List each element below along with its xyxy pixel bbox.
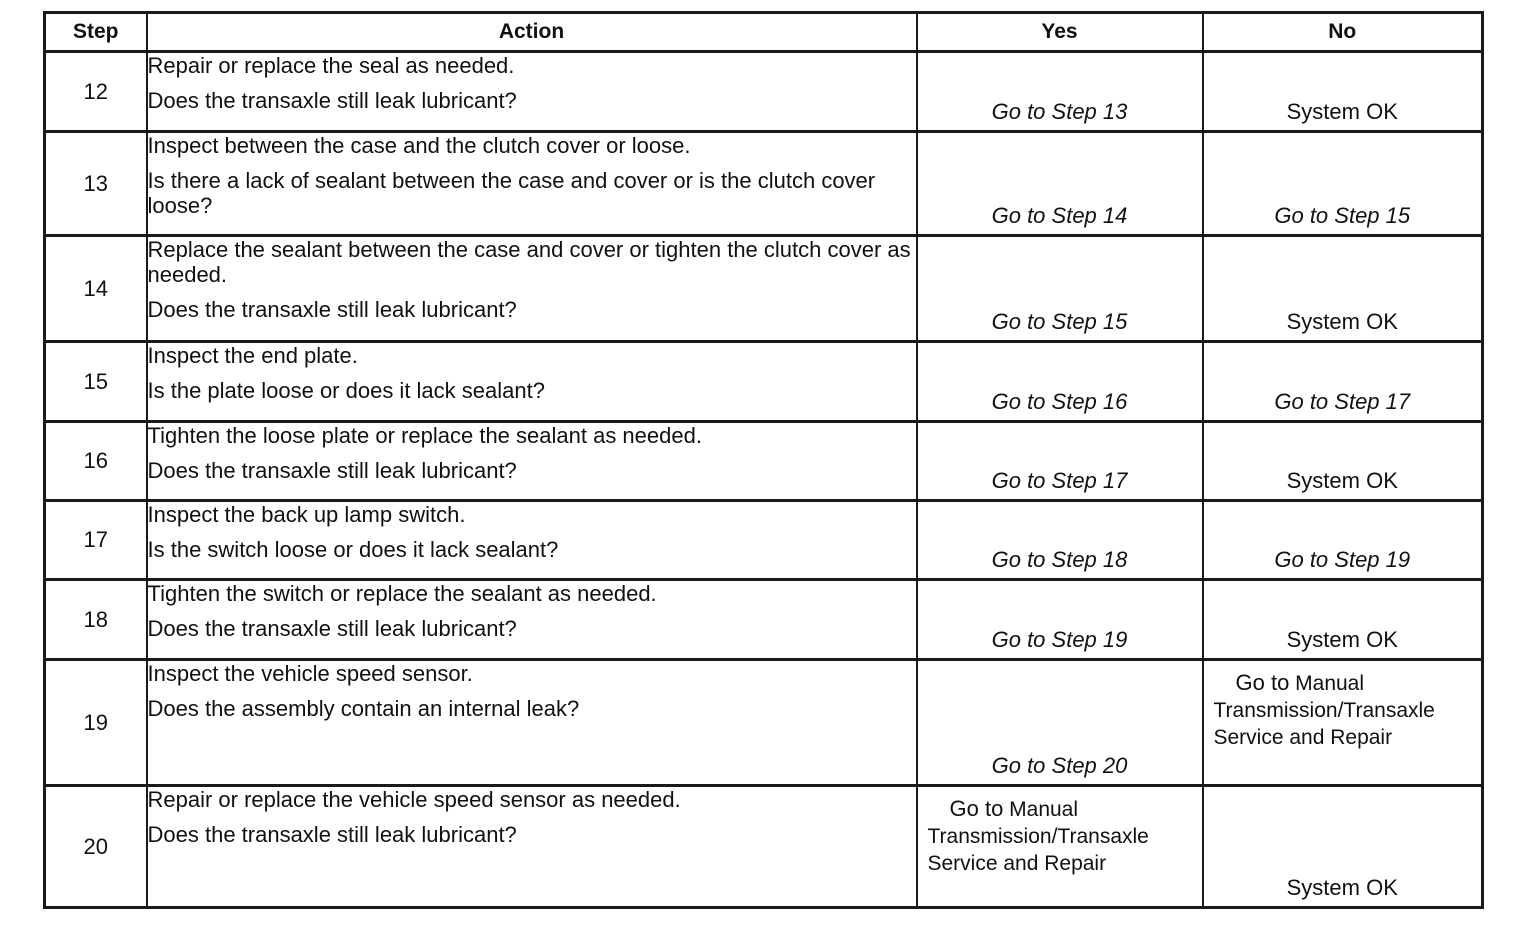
no-result: System OK — [1286, 627, 1398, 652]
action-instruction: Replace the sealant between the case and cover or tighten the clutch cover as needed. — [147, 237, 911, 287]
manual-reference — [1214, 669, 1478, 751]
action-instruction: Repair or replace the vehicle speed sensor as needed. — [147, 787, 681, 812]
action-cell — [147, 501, 917, 580]
action-instruction: Tighten the switch or replace the sealant as needed. — [147, 581, 657, 606]
manual-link[interactable]: Manual Transmission/Transaxle Service and Repair — [927, 798, 1149, 875]
table-row — [45, 342, 1483, 422]
step-number: 17 — [45, 501, 147, 580]
action-cell — [147, 786, 917, 908]
step-number: 15 — [45, 342, 147, 422]
yes-result: Go to Step 19 — [991, 627, 1128, 652]
yes-result: Go to Step 17 — [991, 468, 1128, 493]
action-cell — [147, 52, 917, 132]
manual-link[interactable]: Manual Transmission/Transaxle Service and Repair — [1213, 672, 1435, 749]
action-question: Is there a lack of sealant between the case and cover or is the clutch cover loose? — [147, 168, 876, 218]
yes-cell — [917, 422, 1203, 501]
header-action: Action — [147, 13, 917, 52]
action-question: Does the transaxle still leak lubricant? — [147, 616, 517, 641]
step-number: 18 — [45, 580, 147, 660]
header-step: Step — [45, 13, 147, 52]
table-row — [45, 52, 1483, 132]
manual-reference — [928, 795, 1198, 877]
yes-result: Go to Step 15 — [991, 309, 1128, 334]
step-number: 16 — [45, 422, 147, 501]
yes-cell — [917, 660, 1203, 786]
no-result: System OK — [1286, 875, 1398, 900]
header-yes: Yes — [917, 13, 1203, 52]
yes-result: Go to Step 13 — [991, 99, 1128, 124]
no-result: System OK — [1286, 309, 1398, 334]
yes-result: Go to Step 18 — [991, 547, 1128, 572]
no-cell — [1203, 786, 1483, 908]
action-cell — [147, 660, 917, 786]
action-cell — [147, 422, 917, 501]
header-row — [45, 13, 1483, 52]
action-instruction: Inspect the vehicle speed sensor. — [147, 661, 473, 686]
table-row — [45, 580, 1483, 660]
no-cell — [1203, 342, 1483, 422]
no-cell — [1203, 52, 1483, 132]
action-question: Does the transaxle still leak lubricant? — [147, 88, 517, 113]
table-row — [45, 132, 1483, 236]
table-row — [45, 660, 1483, 786]
no-cell — [1203, 660, 1483, 786]
action-cell — [147, 236, 917, 342]
action-cell — [147, 342, 917, 422]
yes-cell — [917, 132, 1203, 236]
action-instruction: Repair or replace the seal as needed. — [147, 53, 515, 78]
no-result: Go to Step 19 — [1274, 547, 1411, 572]
yes-cell — [917, 342, 1203, 422]
no-result: Go to Step 15 — [1274, 203, 1411, 228]
no-result: System OK — [1286, 468, 1398, 493]
yes-cell — [917, 786, 1203, 908]
yes-cell — [917, 501, 1203, 580]
table-row — [45, 501, 1483, 580]
no-cell — [1203, 236, 1483, 342]
action-instruction: Inspect between the case and the clutch cover or loose. — [147, 133, 691, 158]
goto-prefix: Go to — [949, 796, 1004, 821]
action-question: Does the transaxle still leak lubricant? — [147, 822, 517, 847]
action-question: Does the assembly contain an internal leak? — [147, 696, 580, 721]
action-instruction: Tighten the loose plate or replace the sealant as needed. — [147, 423, 702, 448]
header-no: No — [1203, 13, 1483, 52]
no-cell — [1203, 132, 1483, 236]
goto-prefix: Go to — [1235, 670, 1290, 695]
no-cell — [1203, 580, 1483, 660]
table-row — [45, 786, 1483, 908]
no-cell — [1203, 501, 1483, 580]
step-number: 14 — [45, 236, 147, 342]
no-result: System OK — [1286, 99, 1398, 124]
action-question: Does the transaxle still leak lubricant? — [147, 458, 517, 483]
step-number: 12 — [45, 52, 147, 132]
table-row — [45, 422, 1483, 501]
no-result: Go to Step 17 — [1274, 389, 1411, 414]
table-row — [45, 236, 1483, 342]
action-question: Is the plate loose or does it lack sealant? — [147, 378, 545, 403]
yes-result: Go to Step 20 — [991, 753, 1128, 778]
no-cell — [1203, 422, 1483, 501]
yes-result: Go to Step 14 — [991, 203, 1128, 228]
action-cell — [147, 132, 917, 236]
action-cell — [147, 580, 917, 660]
step-number: 19 — [45, 660, 147, 786]
action-question: Is the switch loose or does it lack sealant? — [147, 537, 559, 562]
yes-result: Go to Step 16 — [991, 389, 1128, 414]
diagnostic-table — [43, 11, 1484, 909]
yes-cell — [917, 580, 1203, 660]
action-instruction: Inspect the back up lamp switch. — [147, 502, 466, 527]
step-number: 13 — [45, 132, 147, 236]
step-number: 20 — [45, 786, 147, 908]
yes-cell — [917, 52, 1203, 132]
action-instruction: Inspect the end plate. — [147, 343, 358, 368]
yes-cell — [917, 236, 1203, 342]
action-question: Does the transaxle still leak lubricant? — [147, 297, 517, 322]
